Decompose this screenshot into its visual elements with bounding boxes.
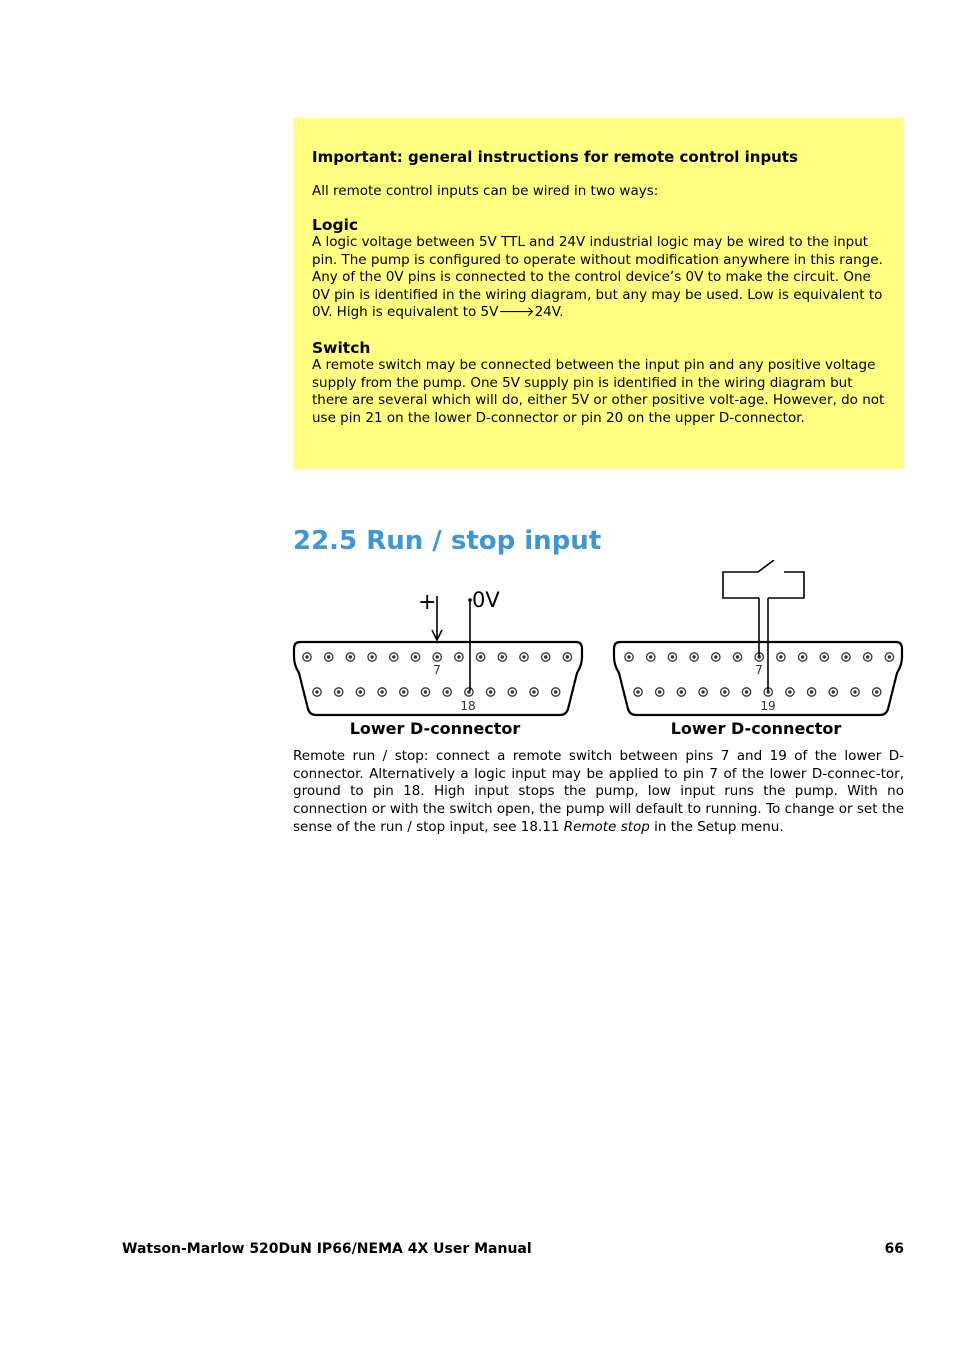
left-d-connector <box>294 588 582 738</box>
pin-7-label: 7 <box>433 663 441 677</box>
plus-label: + <box>418 590 437 615</box>
connector-pin-center <box>866 655 869 658</box>
switch-heading: Switch <box>312 338 371 357</box>
connector-pin-center <box>327 655 330 658</box>
connector-pin-center <box>658 690 661 693</box>
connector-pin-center <box>392 655 395 658</box>
connector-pin-center <box>779 655 782 658</box>
connector-pin-center <box>489 690 492 693</box>
connector-pin-center <box>627 655 630 658</box>
pin-7-label: 7 <box>755 663 763 677</box>
connector-pin-center <box>402 690 405 693</box>
connector-pin-center <box>337 690 340 693</box>
right-d-connector <box>614 560 902 738</box>
connector-pin-center <box>671 655 674 658</box>
logic-heading: Logic <box>312 216 359 234</box>
note-intro: All remote control inputs can be wired in two ways: <box>312 183 659 199</box>
switch-symbol <box>723 560 804 691</box>
footer-page-number: 66 <box>884 1241 904 1257</box>
connector-pin-center <box>801 655 804 658</box>
description-text: Remote run / stop: connect a remote switch between pins 7 and 19 of the lower D-connector. Alternatively a logic input may be applied to pin 7 of the lower D-connec-tor, ground to pin 18. High input stops the pump, low input runs the pump. With no connection or with the switch open, the pump will default to running. To change or set the sense of the run / stop input, see 18.11 <box>293 748 904 835</box>
connector-pin-center <box>554 690 557 693</box>
connector-pin-center <box>832 690 835 693</box>
connector-pin-center <box>501 655 504 658</box>
section-title: 22.5 Run / stop input <box>293 526 602 556</box>
connector-pin-center <box>745 690 748 693</box>
connector-pin-center <box>532 690 535 693</box>
connector-pin-center <box>370 655 373 658</box>
connector-pin-center <box>424 690 427 693</box>
connector-pin-center <box>853 690 856 693</box>
connector-pin-center <box>359 690 362 693</box>
connector-pin-center <box>414 655 417 658</box>
connector-pin-center <box>436 655 439 658</box>
connector-pin-center <box>823 655 826 658</box>
connector-pin-center <box>875 690 878 693</box>
footer-manual-title: Watson-Marlow 520DuN IP66/NEMA 4X User Manual <box>122 1241 532 1257</box>
connector-pin-center <box>522 655 525 658</box>
connector-pin-center <box>723 690 726 693</box>
connector-pin-center <box>380 690 383 693</box>
connector-pin-center <box>788 690 791 693</box>
connector-pin-center <box>305 655 308 658</box>
connector-pin-center <box>680 690 683 693</box>
left-connector-caption: Lower D-connector <box>349 719 521 738</box>
connector-pin-center <box>446 690 449 693</box>
connector-pin-center <box>544 655 547 658</box>
connector-pin-center <box>888 655 891 658</box>
connector-pin-center <box>349 655 352 658</box>
connector-pin-center <box>701 690 704 693</box>
remote-stop-reference: Remote stop <box>563 818 650 835</box>
connector-pin-center <box>649 655 652 658</box>
connector-pin-center <box>457 655 460 658</box>
pin-19-label: 19 <box>760 699 776 713</box>
switch-text: A remote switch may be connected between the input pin and any positive voltage supply from the pump. One 5V supply pin is identified in the wiring diagram but there are several which will do, either 5V or other positive volt-age. However, do not use pin 21 on the lower D-connector or pin 20 on the upper D-connector. <box>312 356 885 426</box>
connector-pin-center <box>511 690 514 693</box>
connector-pin-center <box>810 690 813 693</box>
connector-pin-center <box>844 655 847 658</box>
note-title: Important: general instructions for remote control inputs <box>312 148 798 166</box>
important-note-box <box>293 118 904 469</box>
zero-volt-label: 0V <box>472 588 500 612</box>
connector-pin-center <box>736 655 739 658</box>
connector-pin-center <box>566 655 569 658</box>
pin-18-label: 18 <box>460 699 476 713</box>
connector-pin-center <box>636 690 639 693</box>
connector-pin-center <box>479 655 482 658</box>
run-stop-description <box>293 748 904 837</box>
wiring-diagram <box>290 560 910 745</box>
right-connector-caption: Lower D-connector <box>670 719 842 738</box>
connector-pin-center <box>714 655 717 658</box>
description-text-end: in the Setup menu. <box>649 818 784 835</box>
connector-pin-center <box>692 655 695 658</box>
connector-pin-center <box>315 690 318 693</box>
logic-text: A logic voltage between 5V TTL and 24V industrial logic may be wired to the input pin. The pump is configured to operate without modification anywhere in this range. Any of the 0V pins is connected to the control device’s 0V to make the circuit. One 0V pin is identified in the wiring diagram, but any may be used. Low is equivalent to 0V. High is equivalent to 5V🡒24V. <box>312 234 883 321</box>
